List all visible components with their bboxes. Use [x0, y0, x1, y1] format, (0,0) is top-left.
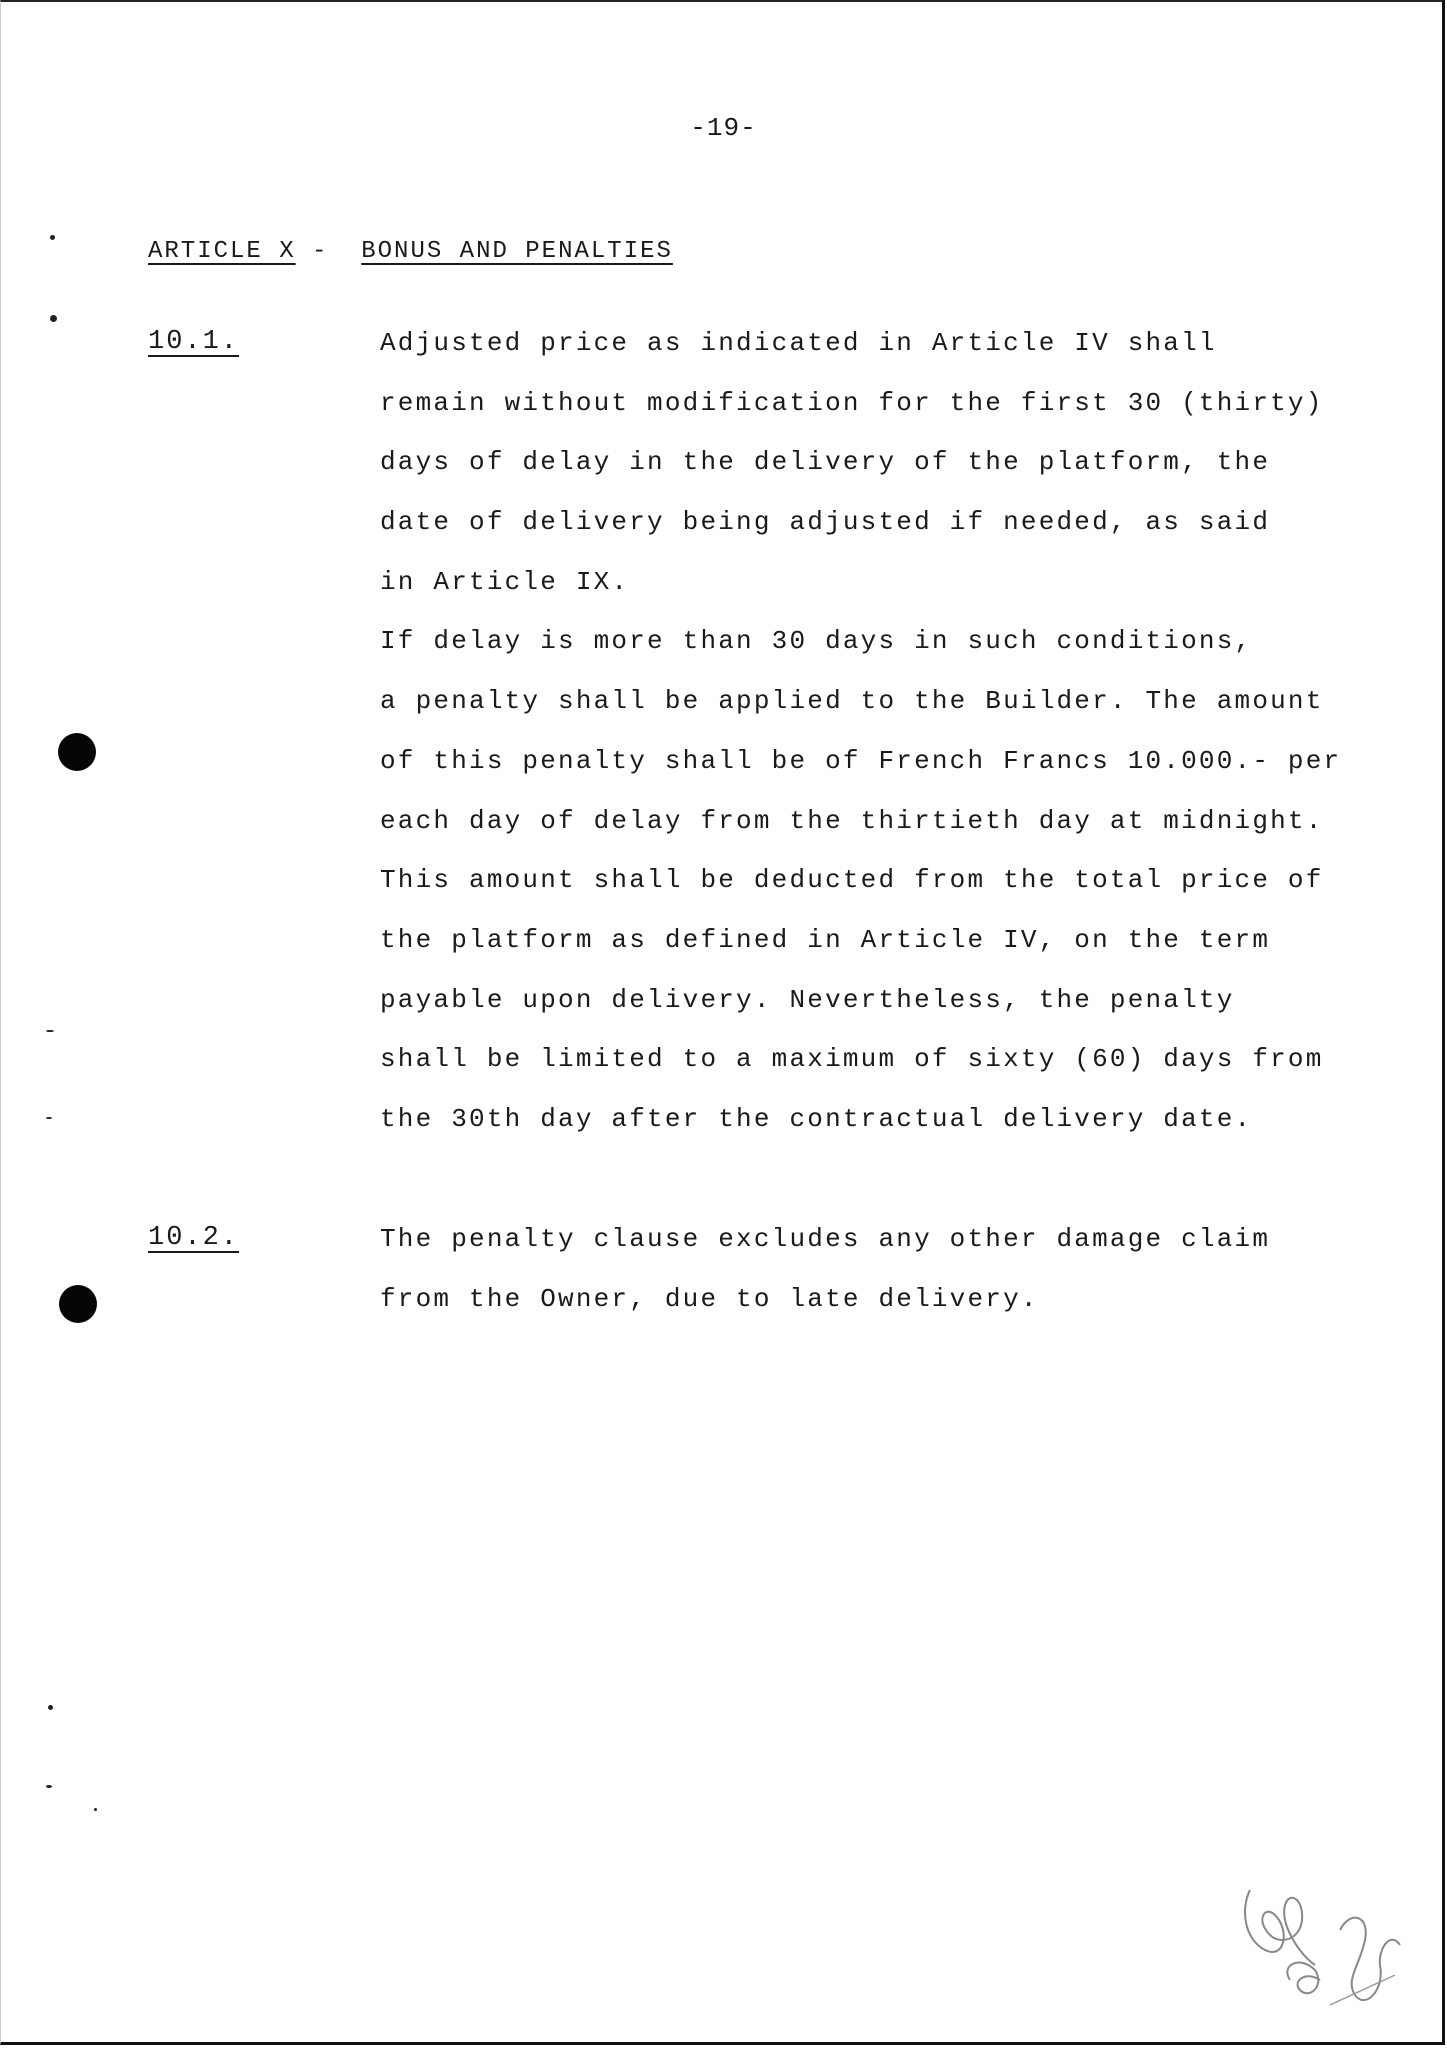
section-10-2-text: [380, 1219, 1340, 1338]
text-line: The penalty clause excludes any other damage claim: [380, 1224, 1271, 1254]
punch-hole: [58, 733, 96, 771]
text-line: shall be limited to a maximum of sixty (60) days from: [380, 1044, 1324, 1075]
scan-speck: [94, 1808, 97, 1811]
text-line: remain without modification for the first 30 (thirty): [380, 387, 1324, 418]
text-line: of this penalty shall be of French Francs 10.000.- per: [380, 745, 1342, 776]
text-line: payable upon delivery. Nevertheless, the penalty: [380, 984, 1235, 1015]
text-line: in Article IX.: [380, 566, 630, 597]
text-line: a penalty shall be applied to the Builder. The amount: [380, 686, 1324, 717]
text-line: This amount shall be deducted from the total price of: [380, 865, 1324, 896]
scan-speck: [46, 1117, 52, 1119]
text-line: date of delivery being adjusted if needed, as said: [380, 507, 1271, 538]
page-number: -19-: [690, 113, 757, 143]
article-heading: [148, 238, 673, 265]
text-line: the 30th day after the contractual delivery date.: [380, 1103, 1253, 1134]
article-label: ARTICLE X: [148, 238, 296, 265]
scan-speck: [50, 235, 55, 240]
scan-speck: [48, 1705, 53, 1710]
article-title: BONUS AND PENALTIES: [361, 238, 673, 265]
text-line: Adjusted price as indicated in Article IV shall: [380, 328, 1217, 358]
text-line: the platform as defined in Article IV, on the term: [380, 924, 1271, 955]
punch-hole: [59, 1285, 97, 1323]
text-line: days of delay in the delivery of the platform, the: [380, 447, 1271, 478]
section-number-10-2: 10.2.: [148, 1223, 240, 1253]
text-line: If delay is more than 30 days in such conditions,: [380, 626, 1253, 657]
scan-speck: [50, 315, 57, 322]
heading-separator: -: [312, 238, 329, 265]
handwritten-initials: [1230, 1870, 1410, 2020]
text-line: from the Owner, due to late delivery.: [380, 1283, 1039, 1314]
section-10-1-text: [380, 323, 1340, 1159]
scan-speck: [46, 1785, 52, 1788]
text-line: each day of delay from the thirtieth day at midnight.: [380, 805, 1324, 836]
scan-speck: [46, 1030, 54, 1032]
section-number-10-1: 10.1.: [148, 327, 240, 357]
